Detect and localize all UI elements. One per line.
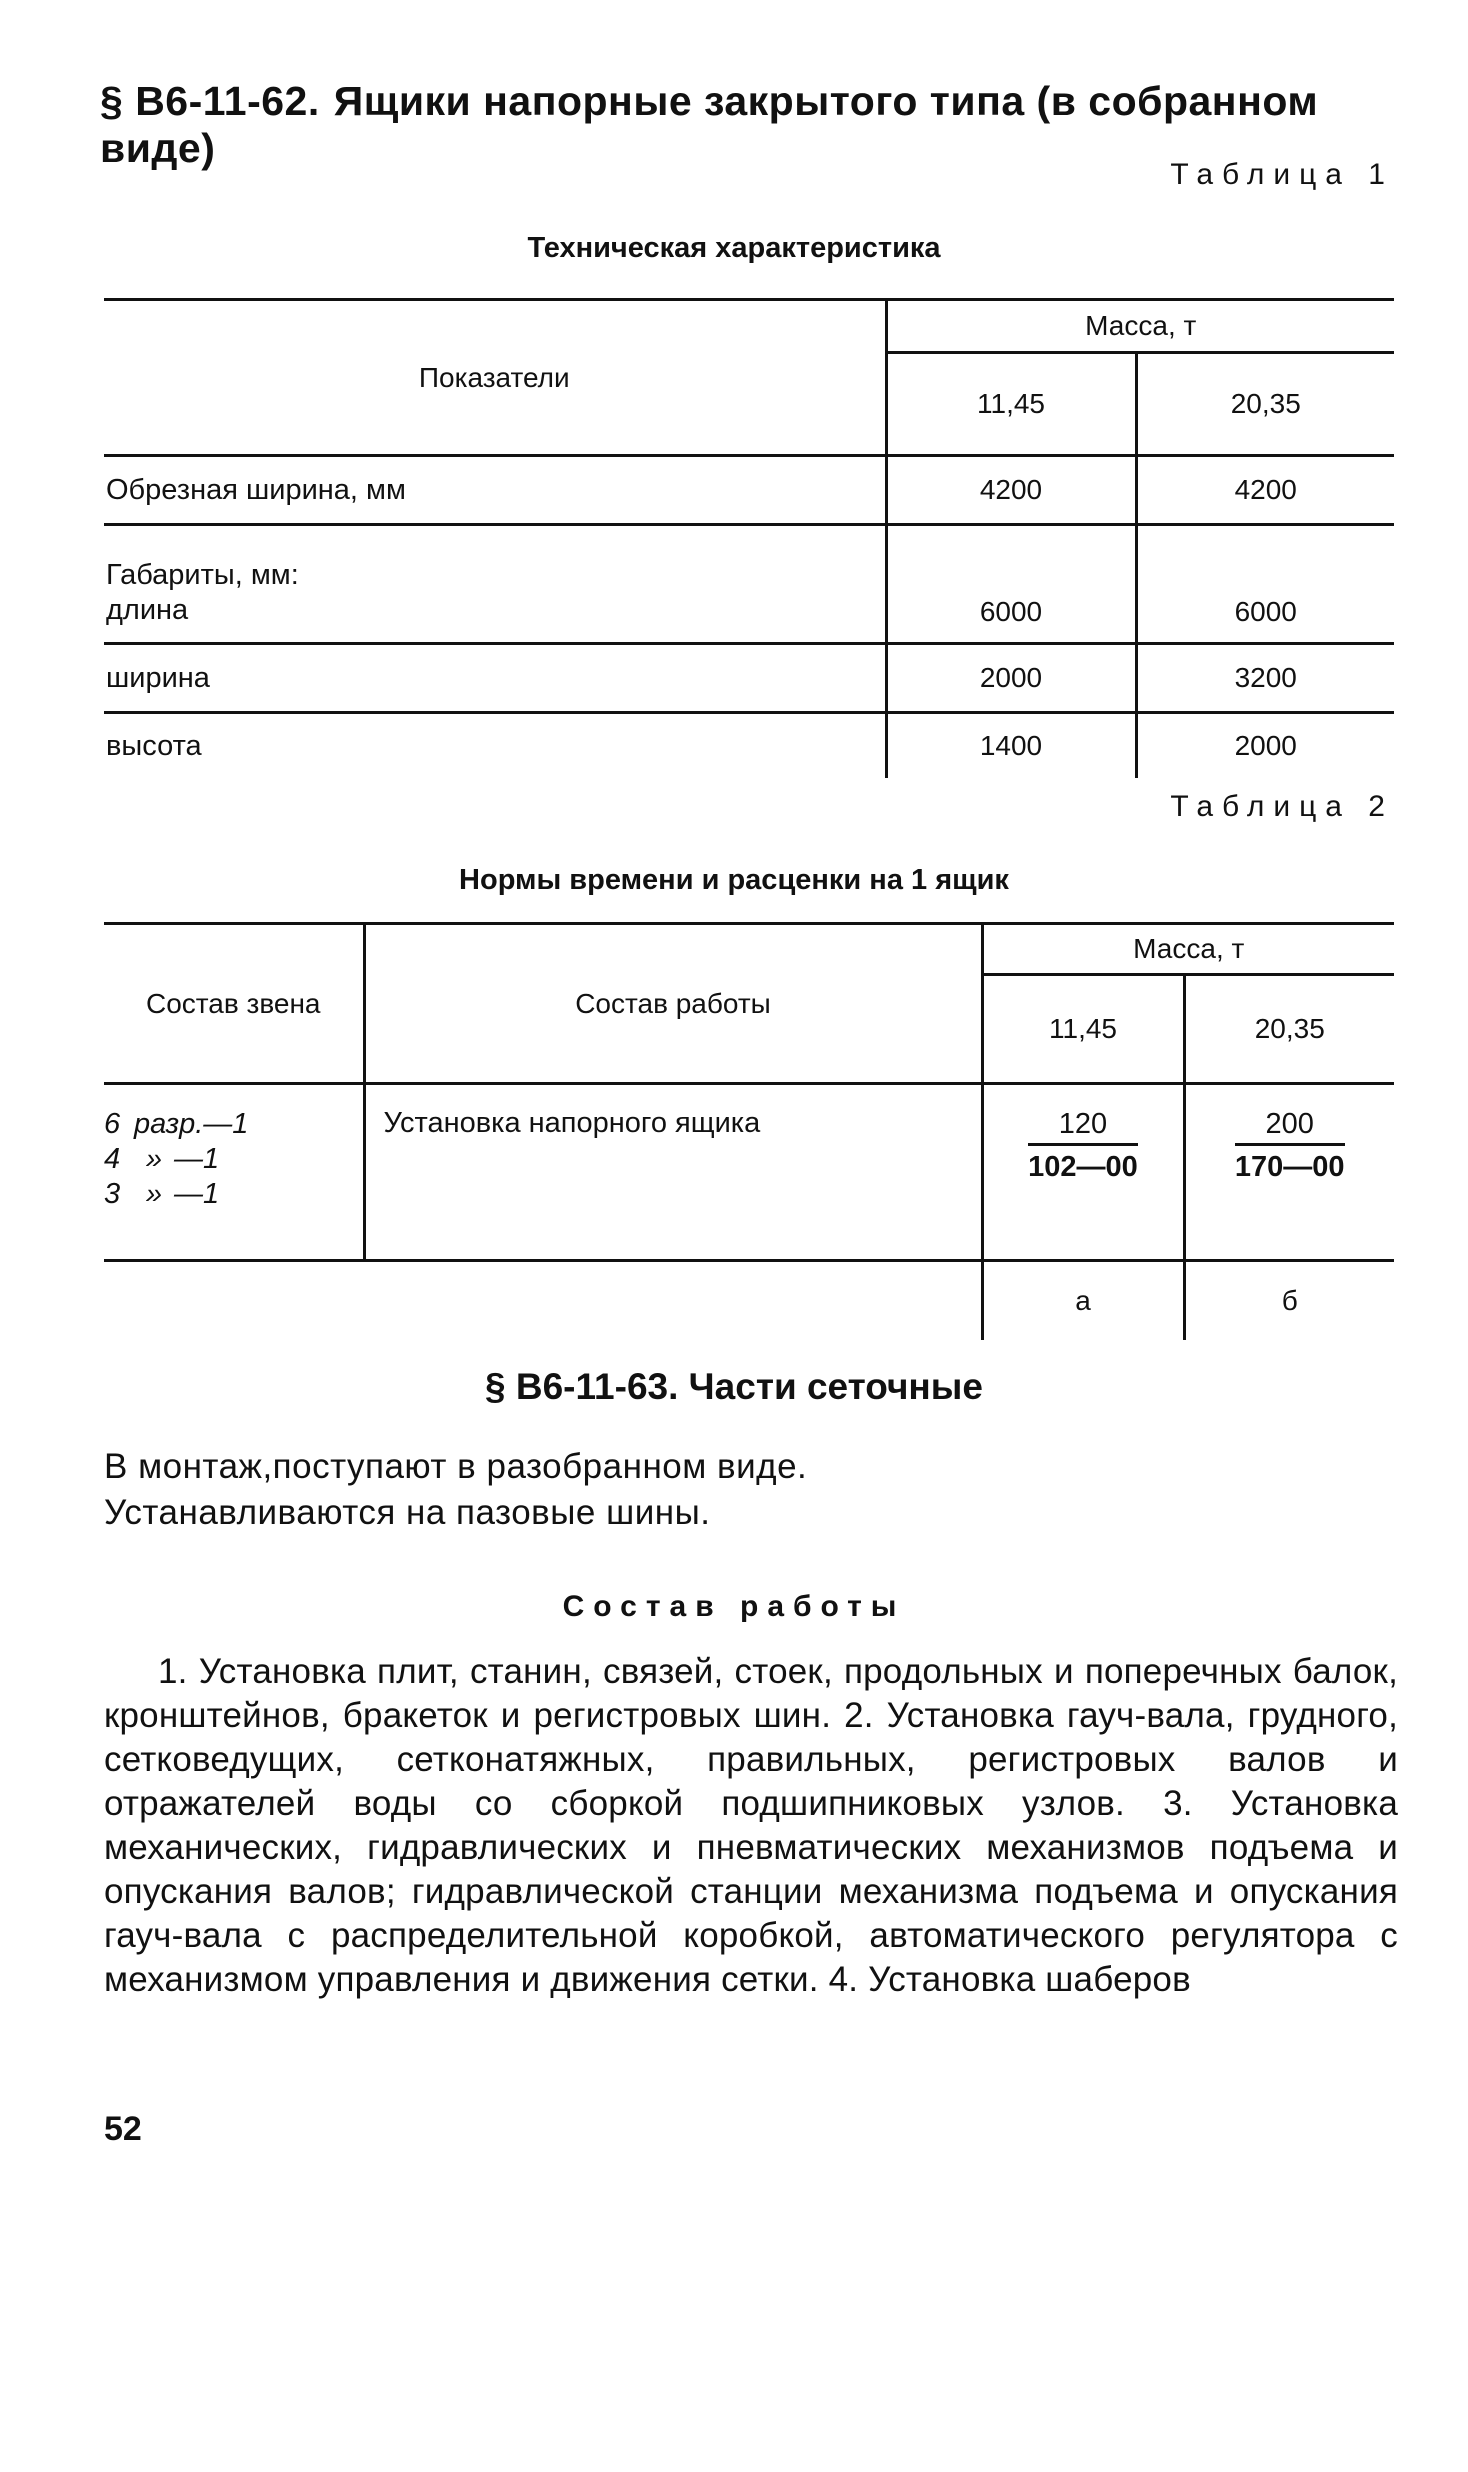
table-row <box>104 1084 1394 1261</box>
crew-count: —1 <box>174 1143 220 1175</box>
table2-caption: Нормы времени и расценки на 1 ящик <box>459 864 1009 896</box>
table1-caption: Техническая характеристика <box>527 232 941 264</box>
rate-cell <box>1184 1084 1394 1261</box>
cell-value: 4200 <box>886 456 1136 525</box>
row-label <box>104 525 886 644</box>
intro-line: Устанавливаются на пазовые шины. <box>104 1493 711 1532</box>
rate-fraction <box>1235 1107 1345 1184</box>
mass-value-header: 11,45 <box>982 975 1184 1084</box>
row-label: высота <box>104 713 886 779</box>
work-composition-heading: Состав работы <box>562 1590 906 1623</box>
cell-value: 6000 <box>1136 525 1394 644</box>
row-label: Обрезная ширина, мм <box>104 456 886 525</box>
table2-label: Таблица 2 <box>1170 790 1394 823</box>
empty-cell <box>104 1261 364 1341</box>
crew-line <box>104 1177 363 1212</box>
crew-grade: 6 <box>104 1108 121 1140</box>
crew-header: Состав звена <box>104 924 364 1084</box>
section-title-2 <box>0 1366 1468 1408</box>
empty-cell <box>364 1261 982 1341</box>
section-heading-2: Части сеточные <box>688 1366 983 1407</box>
cell-value: 4200 <box>1136 456 1394 525</box>
crew-grade: 4 <box>104 1143 121 1175</box>
page-number: 52 <box>104 2110 142 2148</box>
rate-cell <box>982 1084 1184 1261</box>
table-row <box>104 525 1394 644</box>
mass-value-header: 20,35 <box>1184 975 1394 1084</box>
cell-value: 2000 <box>886 644 1136 713</box>
time-norm: 200 <box>1235 1107 1345 1146</box>
section-number-1: § В6-11-62. <box>100 78 320 124</box>
work-cell: Установка напорного ящика <box>364 1084 982 1261</box>
table-row <box>104 644 1394 713</box>
table-row <box>104 456 1394 525</box>
table1-label: Таблица 1 <box>1170 158 1394 191</box>
mass-value-header: 20,35 <box>1136 353 1394 456</box>
table-row <box>104 713 1394 779</box>
crew-count: —1 <box>174 1178 220 1210</box>
mass-header: Масса, т <box>982 924 1394 975</box>
crew-mark: » <box>145 1143 163 1175</box>
rate-fraction <box>1028 1107 1138 1184</box>
crew-count: —1 <box>203 1108 249 1140</box>
indicators-header: Показатели <box>104 300 886 456</box>
column-index: а <box>982 1261 1184 1341</box>
row-label: ширина <box>104 644 886 713</box>
crew-grade: 3 <box>104 1178 121 1210</box>
crew-line <box>104 1142 363 1177</box>
crew-line <box>104 1107 363 1142</box>
section-number-2: § В6-11-63. <box>485 1366 679 1407</box>
section-intro <box>104 1444 1404 1536</box>
row-label-line: длина <box>106 594 189 626</box>
crew-mark: » <box>145 1178 163 1210</box>
cell-value: 1400 <box>886 713 1136 779</box>
crew-mark: разр. <box>134 1108 204 1140</box>
mass-header: Масса, т <box>886 300 1394 353</box>
crew-cell <box>104 1084 364 1261</box>
work-header: Состав работы <box>364 924 982 1084</box>
price: 170—00 <box>1234 1151 1345 1183</box>
cell-value: 3200 <box>1136 644 1394 713</box>
time-norms-table <box>104 922 1394 1340</box>
mass-value-header: 11,45 <box>886 353 1136 456</box>
section-heading-1: Ящики напорные закрытого типа (в собранном виде) <box>100 78 1319 171</box>
column-index: б <box>1184 1261 1394 1341</box>
intro-line: В монтаж,поступают в разобранном виде. <box>104 1447 808 1486</box>
work-composition-text: 1. Установка плит, станин, связей, стоек, продольных и поперечных балок, кронштейнов, бракеток и регистровых шин. 2. Установка гауч-вала, грудного, сетковедущих, сетконатяжных, правильных, регистровых валов и отражателей воды со сборкой подшипниковых узлов. 3. Установка механических, гидравлических и пневматических механизмов подъема и опускания валов; гидравлической станции механизма подъема и опускания гауч-вала с распределительной коробкой, автоматического регулятора с механизмом управления и движения сетки. 4. Установка шаберов <box>104 1652 1398 1999</box>
price: 102—00 <box>1028 1151 1138 1183</box>
cell-value: 6000 <box>886 525 1136 644</box>
row-label-line: Габариты, мм: <box>106 559 299 591</box>
time-norm: 120 <box>1028 1107 1138 1146</box>
specifications-table <box>104 298 1394 778</box>
cell-value: 2000 <box>1136 713 1394 779</box>
